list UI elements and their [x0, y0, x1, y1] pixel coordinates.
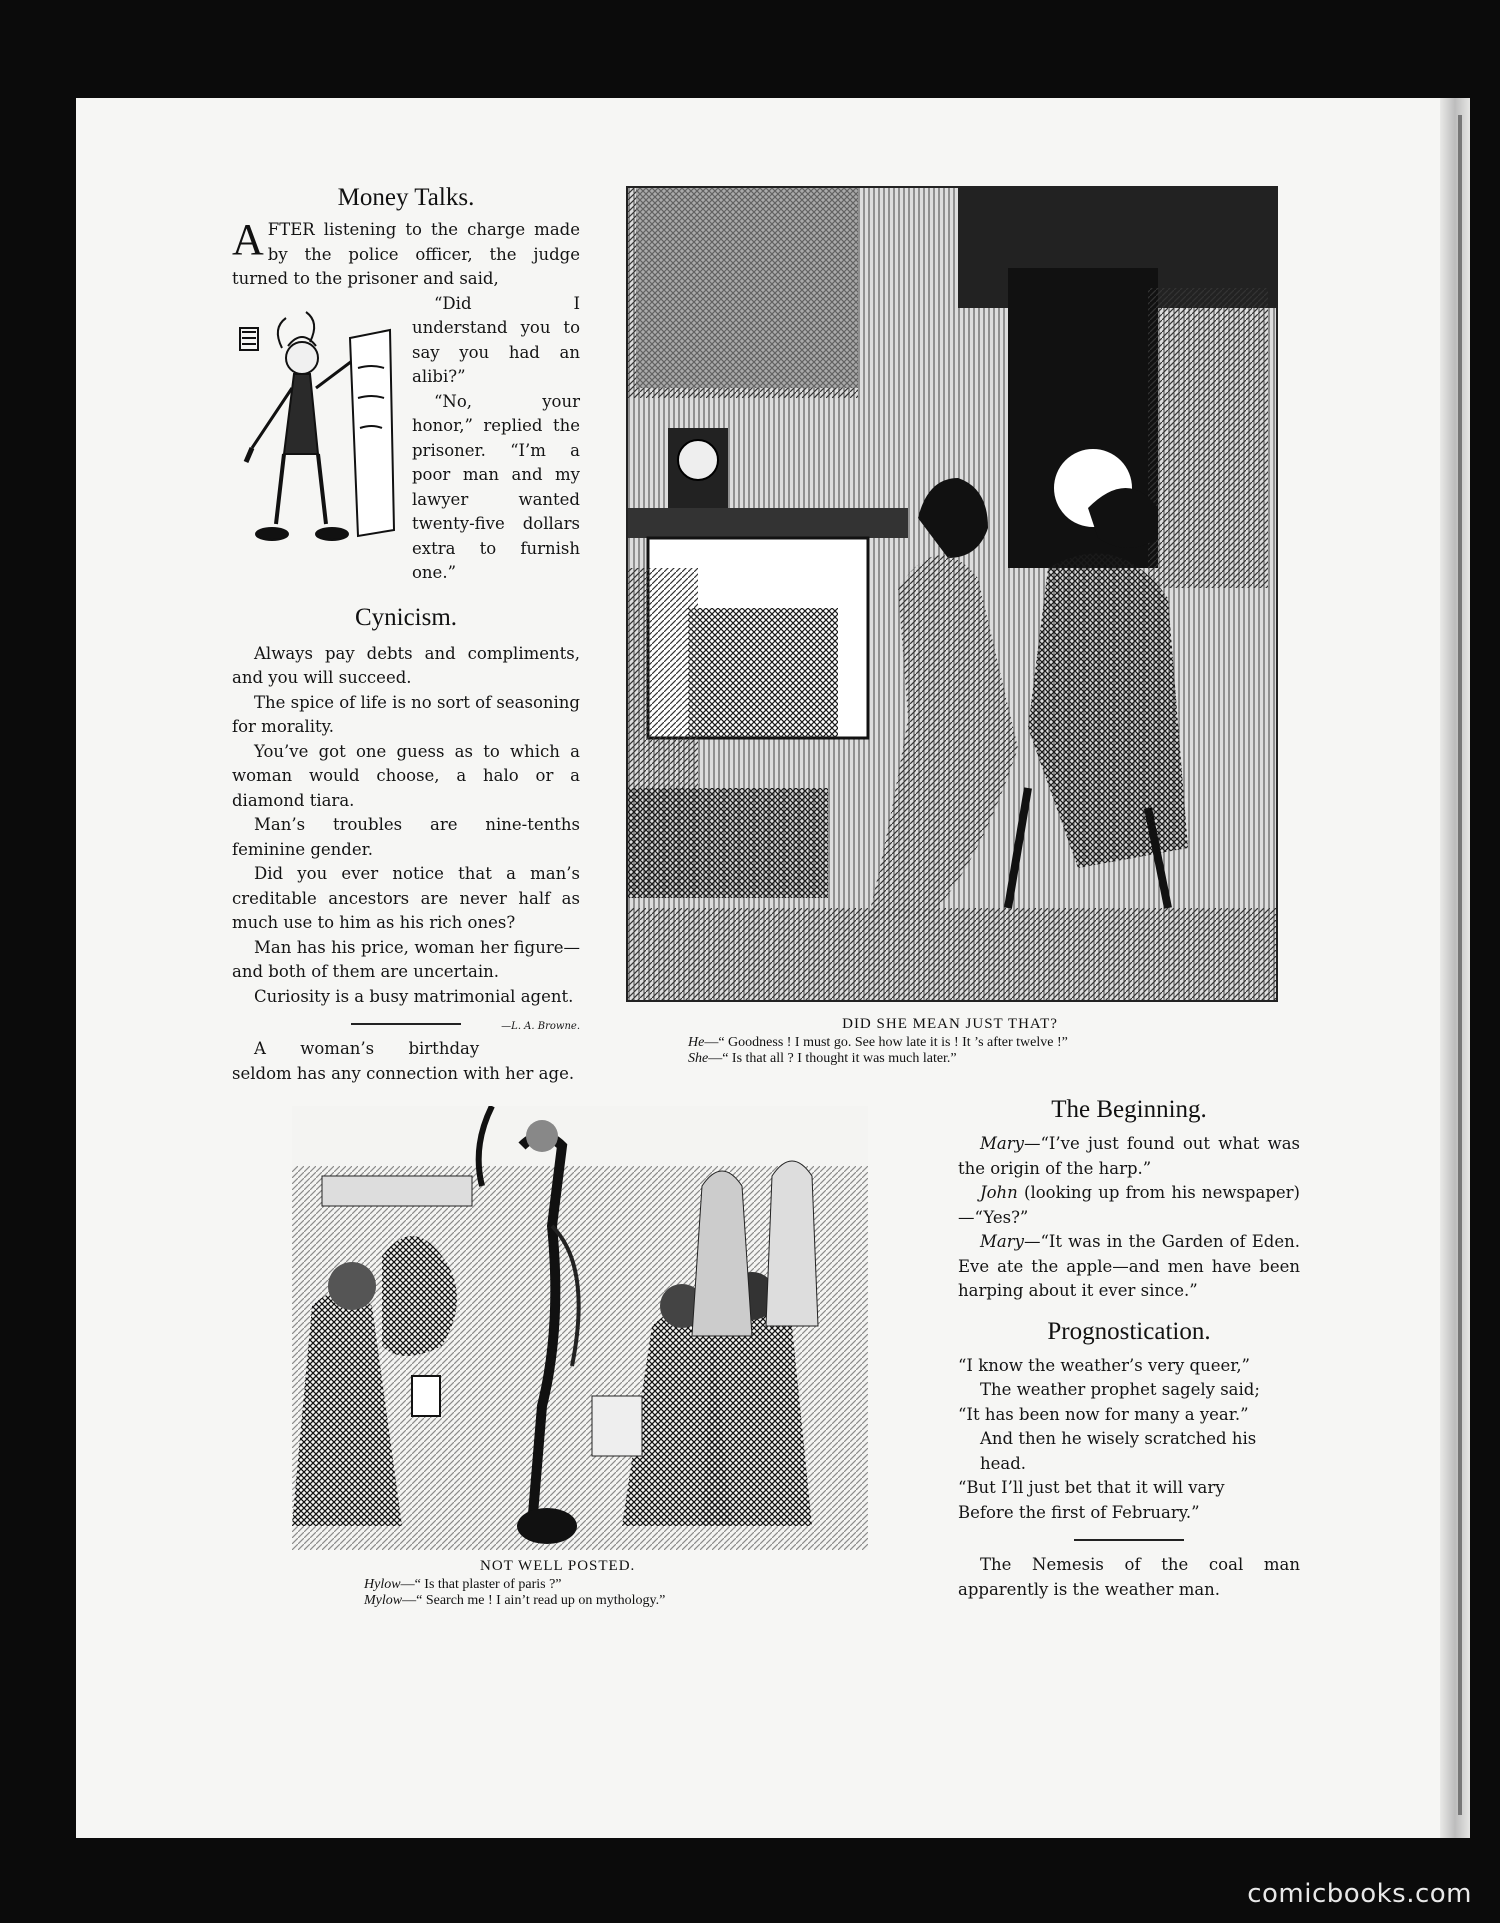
poem-line: Before the first of February.” — [958, 1502, 1200, 1522]
p3-text: —“It was in the Garden of Eden. Eve ate the apple—and men have been harping about it ever since.” — [958, 1232, 1300, 1300]
weather-poem — [958, 1354, 1300, 1526]
cynicism-para: Did you ever notice that a man’s creditable ancestors are never half as much use to him as his rich ones? — [232, 864, 580, 932]
cynicism-para: The spice of life is no sort of seasoning for morality. — [232, 692, 580, 736]
cartoon2-title: NOT WELL POSTED. — [480, 1558, 636, 1574]
poem-line: The weather prophet sagely said; — [980, 1380, 1260, 1399]
site-watermark: comicbooks.com — [1247, 1879, 1472, 1909]
cynicism-para — [232, 985, 580, 1032]
beginning-p1 — [958, 1132, 1300, 1181]
cartoon1-line1 — [626, 1035, 1274, 1051]
poem-line: “I know the weather’s very queer,” — [958, 1355, 1250, 1375]
speaker-he: He — [688, 1035, 705, 1050]
lawyer-illustration — [232, 298, 400, 564]
speaker-she: She — [688, 1051, 709, 1066]
left-column — [232, 184, 580, 1086]
cynicism-body — [232, 642, 580, 1032]
line1-text: —“ Goodness ! I must go. See how late it is ! It ’s after twelve !” — [704, 1035, 1068, 1050]
page-fold-line — [1458, 115, 1462, 1815]
poem-line: And then he wisely scratched his head. — [980, 1429, 1257, 1473]
author-signature: —L. A. Browne. — [501, 1021, 580, 1032]
birthday-quip: A woman’s birthday seldom has any connection with her age. — [232, 1039, 575, 1083]
line2-text: —“ Search me ! I ain’t read up on mythology.” — [402, 1593, 666, 1608]
beginning-p3 — [958, 1230, 1300, 1304]
line2-text: —“ Is that all ? I thought it was much later.” — [708, 1051, 957, 1066]
money-talks-title: Money Talks. — [337, 184, 475, 211]
page-edge — [1440, 98, 1470, 1838]
speaker-hylow: Hylow — [364, 1577, 401, 1592]
money-talks-p3: “No, your honor,” replied the prisoner. “I’m a poor man and my lawyer wanted twenty-five dollars extra to furnish one.” — [412, 391, 580, 582]
speaker-mary: Mary — [980, 1232, 1024, 1251]
cartoon2-line2 — [292, 1593, 868, 1609]
divider-rule — [351, 1023, 461, 1025]
cartoon1-line2 — [626, 1051, 1274, 1067]
speaker-john: John — [980, 1183, 1018, 1202]
cartoon1-title: DID SHE MEAN JUST THAT? — [842, 1016, 1058, 1032]
beginning-p2 — [958, 1181, 1300, 1230]
p2-text: (looking up from his newspaper)—“Yes?” — [958, 1183, 1300, 1227]
drop-cap: A — [232, 215, 264, 264]
poem-line: “It has been now for many a year.” — [958, 1404, 1249, 1424]
cynicism-last-text: Curiosity is a busy matrimonial agent. — [254, 986, 574, 1006]
money-talks-p2: “Did I understand you to say you had an alibi?” — [412, 293, 580, 386]
poem-line: “But I’ll just bet that it will vary — [958, 1478, 1225, 1497]
cynicism-para: Man has his price, woman her figure—and both of them are uncertain. — [232, 937, 580, 981]
cartoon2-caption — [292, 1558, 868, 1609]
divider-rule — [1074, 1539, 1184, 1541]
right-column — [958, 1096, 1300, 1602]
cartoon2-line1 — [292, 1577, 868, 1593]
beginning-title: The Beginning. — [1051, 1096, 1207, 1123]
cartoon1-caption — [626, 1016, 1274, 1067]
speaker-mylow: Mylow — [364, 1593, 403, 1608]
money-talks-lead: FTER listening to the charge made by the police officer, the judge turned to the prisoner and said, — [232, 220, 580, 288]
cynicism-para: Man’s troubles are nine-tenths feminine gender. — [232, 815, 580, 859]
parlor-couple-illustration — [626, 186, 1278, 1002]
cynicism-para: You’ve got one guess as to which a woman would choose, a halo or a diamond tiara. — [232, 741, 580, 810]
statue-gallery-illustration — [292, 1106, 868, 1550]
speaker-mary: Mary — [980, 1134, 1024, 1153]
cynicism-title: Cynicism. — [354, 603, 458, 631]
line1-text: —“ Is that plaster of paris ?” — [400, 1577, 562, 1592]
prognostication-title: Prognostication. — [1047, 1317, 1211, 1345]
cynicism-para: Always pay debts and compliments, and you will succeed. — [232, 643, 580, 687]
p1-text: —“I’ve just found out what was the origin of the harp.” — [958, 1134, 1300, 1178]
coal-man-quip: The Nemesis of the coal man apparently is the weather man. — [958, 1555, 1300, 1599]
